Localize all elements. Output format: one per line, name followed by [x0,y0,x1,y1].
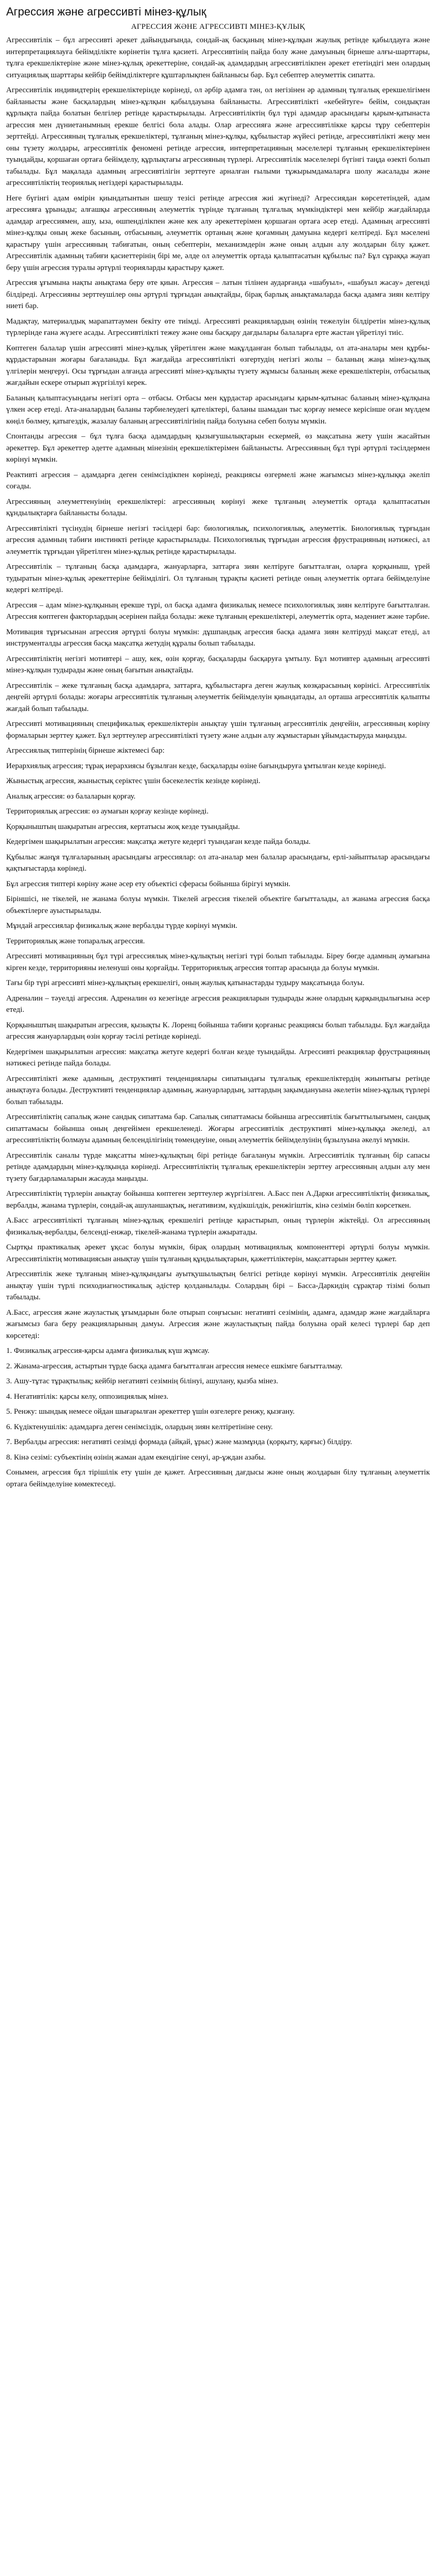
paragraph: Мұндай агрессиялар физикалық және вербалды түрде көрінуі мүмкін. [6,922,238,930]
paragraph: 3. Ашу-тұтас тұрақтылық; кейбір негативті сезімнің білінуі, ашулану, қызба мінез. [6,1377,278,1386]
paragraph: Агрессивтілік – тұлғаның басқа адамдарға, жануарларға, заттарға зиян келтіруге бағытталған, оларға қорқыныш, үрей тудыратын мінез-құлық әрекеттеріне бейімділігі. Ол тұлғаның тұрақты қасиеті ретінде оның әлеуметтік ортаға бейімделуіне кедергі келтіреді. [6,563,430,595]
paragraph: Агрессияның әлеуметтенуінің ерекшеліктері: агрессияның көрінуі жеке тұлғаның әлеуметтік ортада қалыптасатын құндылықтарға байланысты болады. [6,497,430,518]
paragraph: Аналық агрессия: өз балаларын қорғау. [6,792,136,801]
paragraph: Кедергімен шақырылатын агрессия: мақсатқа жетуге кедергі туындаған кезде пайда болады. [6,838,311,846]
paragraph: Мотивация тұрғысынан агрессия әртүрлі болуы мүмкін: дұшпандық агрессия басқа адамға зиян келтіруді мақсат етеді, ал инструменталды агрессия басқа мақсатқа жетудің құралы болып табылады. [6,628,430,648]
paragraph: Агрессия ұғымына нақты анықтама беру өте қиын. Агрессия – латын тілінен аударғанда «шабуыл», «шабуыл жасау» дегенді білдіреді. Агрессияны зерттеушілер оны әртүрлі тұрғыдан анықтайды, бірақ барлық анықтамаларда басқа адамға зиян келтіру ниеті бар. [6,279,430,311]
paragraph: Қорқыныштың шақыратын агрессия, кертатысы жоқ кезде туындайды. [6,822,240,831]
paragraph: 2. Жанама-агрессия, астыртын түрде басқа адамға бағытталған агрессия немесе ешкімге бағытталмау. [6,1362,343,1370]
paragraph: Сыртқы практикалық әрекет ұқсас болуы мүмкін, бірақ олардың мотивациялық компоненттері әртүрлі болуы мүмкін. Агрессивтіліктің мотивациясын анықтау үшін тұлғаның құндылықтарын, қажеттіліктерін, мақсаттарын зерттеу қажет. [6,1243,430,1263]
paragraph: Бұл агрессия типтері көріну және әсер ету объектісі сферасы бойынша бірігуі мүмкін. [6,879,291,888]
paragraph: Адреналин – тәуелді агрессия. Адреналин өз кезегінде агрессия реакцияларын тудырады және олардың қарқындылығына әсер етеді. [6,994,430,1014]
paragraph: Агрессиялық типтерінің бірнеше жіктемесі бар: [6,747,165,755]
paragraph: Біріншісі, не тікелей, не жанама болуы мүмкін. Тікелей агрессия тікелей объектіге бағытталады, ал жанама агрессия басқа объектілерге ауыстырылады. [6,895,430,915]
paragraph: Агрессивтілікті түсінудің бірнеше негізгі тәсілдері бар: биологиялық, психологиялық, әлеуметтік. Биологиялық тұрғыдан агрессия адамның табиғи инстинкті ретінде қарастырылады. Психологиялық тұрғыдан агрессия фрустрацияның нәтижесі, ал әлеуметтік тұрғыдан үйретілген мінез-құлық ретінде қарастырылады. [6,524,430,556]
paragraph: Агрессивтіліктің сапалық және сандық сипаттама бар. Сапалық сипаттамасы бойынша агрессивтілік бағыттылығымен, сандық сипаттамасы бойынша оның деңгейімен ерекшеленеді. Жоғары агрессивтілік деструктивті мінез-құлыққа әкеледі, ал агрессивтіліктің болмауы адамның белсенділігінің төмендеуіне, оның әлеуметтік бейімделуінің бұзылуына әкелуі мүмкін. [6,1113,430,1145]
paragraph: Неге бүгінгі адам өмірін қиындатынтын шешу тезісі ретінде агрессия жиі жүгінеді? Агрессиядан көрсететіндей, адам агрессияға ұрынады; алғашқы агрессияның әлеуметтік түрінде тұлғаның тұлғалық мүмкіндіктері мен кейбір жағдайларда адамдар агрессиямен, ашу, ыза, өшпенділікпен және кек алу әрекеттерімен қоршаған ортаға әсер етеді. Адамның агрессивті мінез-құлқы оның жеке басының, отбасының, әлеуметтік ортаның және қоғамның дамуына кедергі келтіреді. Бұл мәселені қарастыру үшін агрессияның табиғатын, оның себептерін, механизмдерін және оның алдын алу жолдарын білу қажет. Агрессивтілік адамның табиғи қасиеттерінің бірі ме, әлде ол әлеуметтік ортада қалыптасатын құбылыс па? Бұл сұраққа жауап беру үшін агрессия туралы әртүрлі теорияларды қарастыру қажет. [6,194,430,272]
paragraph: А.Басс, агрессия және жауластық ұғымдарын бөле отырып соңғысын: негативті сезімінің, адамға, адамдар және жағдайларға жағымсыз баға беру реакцияларының дамуы. Агрессия және жауластықтың пайда болуына орай келесі түрлері бар деп көрсетеді: [6,1308,430,1340]
document-body [6,35,430,1490]
paragraph: Қорқыныштың шақыратын агрессия, қызықты К. Лоренц бойынша табиғи қорғаныс реакциясы болып табылады. Бұл жағдайда агрессия жануарлардың өзін қорғау тәсілі ретінде көрінеді. [6,1021,430,1041]
paragraph: Агрессивтілік саналы түрде мақсатты мінез-құлықтың бірі ретінде бағалануы мүмкін. Агрессивтілік тұлғаның бір сапасы ретінде адамдардың мінез-құлқында көрінеді. Агрессивтіліктің тұлғалық ерекшеліктерін зерттеу агрессияның алдын алу мен түзету бағдарламаларын жасауда маңызды. [6,1151,430,1183]
paragraph: 7. Вербалды агрессия: негативті сезімді формада (айқай, ұрыс) және мазмұнда (қорқыту, қарғыс) білдіру. [6,1438,352,1447]
paragraph: Агрессивтілік – бұл агрессивті әрекет дайындығында, сондай-ақ басқаның мінез-құлқын жаулық ретінде қабылдауға және интерпретациялауға бейімділікте көрінетін тұлға қасиеті. Агрессивтінің пайда болу және дамуының бірнеше алғы-шарттары, тұлға ерекшеліктеріне және мінез-құлық әрекеттеріне, сондай-ақ адамдардың агрессивтілікпен әрекет ететіндігі мен олардың ситуациялық шарттары кейбір бейімділіктерге құштарлықпен байланысы бар. Бұл себептер әлеуметтік сипатта. [6,36,430,79]
paragraph: Территориялық және топаралық агрессия. [6,937,145,945]
paragraph: Көптеген балалар үшін агрессивті мінез-құлық үйретілген және мақұлданған болып табылады, ол ата-аналары мен құрбы-құрдастарынан жоғары бағаланады. Бұл жағдайда агрессивтілікті өзгертудің негізгі жолы – баланың жаңа мінез-құлық үлгілерін меңгеруі. Осы тұрғыдан алғанда агрессивті мінез-құлықты түзету жұмысы баланың жеке ерекшеліктерін, отбасылық жағдайын ескере отырып жүргізілуі керек. [6,344,430,387]
paragraph: Территориялық агрессия: өз аумағын қорғау кезінде көрінеді. [6,807,209,816]
paragraph: Реактивті агрессия – адамдарға деген сенімсіздікпен көрінеді, реакциясы өзгермелі және жағымсыз мінез-құлыққа әкеліп соғады. [6,470,430,491]
paragraph: Жыныстық агрессия, жыныстық серіктес үшін бәсекелестік кезінде көрінеді. [6,777,260,786]
paragraph: Агрессивтілік жеке тұлғаның мінез-құлқындағы ауытқушылықтың белгісі ретінде көрінуі мүмкін. Агрессивтілік деңгейін анықтау үшін түрлі психодиагностикалық әдістер қолданылады. Солардың бірі – Басса-Даркидің сұрақтар тізімі болып табылады. [6,1270,430,1302]
paragraph: Агрессивті мотивацияның бұл түрі агрессиялық мінез-құлықтың негізгі түрі болып табылады. Біреу бөгде адамның аумағына кірген кезде, территорияны иеленуші оны қорғайды. Территориялық агрессия топтар арасында да болуы мүмкін. [6,952,430,972]
paragraph: 6. Күдіктенушілік: адамдарға деген сенімсіздік, олардың зиян келтіретініне сену. [6,1422,273,1431]
paragraph: Агрессивті мотивацияның спецификалық ерекшеліктерін анықтау үшін тұлғаның агрессивтілік деңгейін, агрессияның көріну формаларын зерттеу қажет. Бұл зерттеулер агрессивтілікті түзету және алдын алу жұмыстарын ұйымдастыруда маңызды. [6,720,430,740]
paragraph: Иерархиялық агрессия; тұрақ иерархиясы бұзылған кезде, басқаларды өзіне бағындыруға ұмтылған кезде көрінеді. [6,761,386,770]
paragraph: 8. Кінә сезімі: субъектінің өзінің жаман адам екендігіне сенуі, ар-ұждан азабы. [6,1453,266,1462]
paragraph: 5. Ренжу: шындық немесе ойдан шығарылған әрекеттер үшін өзгелерге ренжу, қызғану. [6,1408,295,1416]
paragraph: 1. Физикалық агрессия-қарсы адамға физикалық күш жұмсау. [6,1347,210,1355]
paragraph: Агрессивтіліктің түрлерін анықтау бойынша көптеген зерттеулер жүргізілген. А.Басс пен А.Дарки агрессивтіліктің физикалық, вербалды, жанама түрлерін, сондай-ақ ашуланшақтық, негативизм, күдікшілдік, ренжігіштік, кінә сезімін бөліп көрсеткен. [6,1190,430,1210]
paragraph: Агрессивтілік – жеке тұлғаның басқа адамдарға, заттарға, құбылыстарға деген жаулық көзқарасының көрінісі. Агрессивтілік деңгейі әртүрлі болады: жоғары агрессивтілік тұлғаның әлеуметтік бейімделуін қиындатады, ал орташа агрессивтілік қалыпты жағдай болып табылады. [6,681,430,713]
paragraph: Агрессия – адам мінез-құлқының ерекше түрі, ол басқа адамға физикалық немесе психологиялық зиян келтіруге бағытталған. Агрессия көптеген факторлардың әсерінен пайда болады: жеке тұлғаның ерекшеліктері, әлеуметтік орта, мәдениет және тәрбие. [6,601,430,621]
paragraph: Құбылыс жанұя тұлғаларының арасындағы агрессиялар: ол ата-аналар мен балалар арасындағы, ерлі-зайыптылар арасындағы қақтығыстарда көрінеді. [6,853,430,873]
paragraph: Спонтанды агрессия – бұл тұлға басқа адамдардың қызығушылықтарын ескермей, өз мақсатына жету үшін жасайтын әрекеттер. Бұл әрекеттер әдетте адамның мінезінің ерекшеліктерімен байланысты. Агрессияның бұл түрі әртүрлі тәсілдермен көрінуі мүмкін. [6,432,430,464]
paragraph: Мадақтау, материалдық марапаттаумен бекіту өте тиімді. Агрессивті реакциялардың өзінің тежелуін білдіретін мінез-құлық түрлерінде ғана жүзеге асады. Агрессивтілікті тежеу және оны басқару дағдылары балаларға ерте жастан үйретілуі тиіс. [6,317,430,337]
paragraph: Агрессивтілікті жеке адамның, деструктивті тенденциялары сипатындағы тұлғалық ерекшеліктердің жиынтығы ретінде анықтауға болады. Деструктивті тенденциялар адамның, жануарлардың, заттардың зақымдануына әкелетін мінез-құлық түрлері болып табылады. [6,1074,430,1106]
document-subtitle: АГРЕССИЯ ЖӘНЕ АГРЕССИВТІ МІНЕЗ-ҚҰЛЫҚ [131,23,305,31]
paragraph: 4. Негативтілік: қарсы келу, оппозициялық мінез. [6,1392,169,1401]
paragraph: Агрессивтіліктің негізгі мотивтері – ашу, кек, өзін қорғау, басқаларды басқаруға ұмтылу. Бұл мотивтер адамның агрессивті мінез-құлқын тудырады және оның бағытын анықтайды. [6,654,430,675]
paragraph: Баланың қалыптасуындағы негізгі орта – отбасы. Отбасы мен құрдастар арасындағы қарым-қатынас баланың мінез-құлқына үлкен әсер етеді. Ата-аналардың баланы тәрбиелеудегі қателіктері, баланы шамадан тыс қорғау немесе керісінше оған мүлдем көңіл бөлмеу, қатыгездік, жазалау баланың агрессивтілігінің пайда болуына себеп болуы мүмкін. [6,394,430,426]
document-title: Агрессия және агрессивті мінез-құлық [6,5,206,18]
paragraph: Кедергімен шақырылатын агрессия: мақсатқа жетуге кедергі болған кезде туындайды. Агрессивті реакциялар фрустрацияның нәтижесі ретінде пайда болады. [6,1047,430,1068]
paragraph: Сонымен, агрессия бұл тірішілік ету үшін де қажет. Агрессияның дағдысы және оның жолдарын білу тұлғаның әлеуметтік ортаға бейімделуіне көмектеседі. [6,1468,430,1488]
paragraph: Тағы бір түрі агрессивті мінез-құлықтың ерекшелігі, оның жаулық қатынастарды тудыру мақсатында болуы. [6,979,364,988]
paragraph: А.Басс агрессивтілікті тұлғаның мінез-құлық ерекшелігі ретінде қарастырып, оның түрлерін жіктейді. Ол агрессияның физикалық-вербалды, белсенді-енжар, тікелей-жанама түрлерін ажыратады. [6,1216,430,1236]
paragraph: Агрессивтілік индивидтерің ерекшеліктерінде көрінеді, ол әрбір адамға тән, ол негізінен әр адамның тұлғалық ерекшелігімен байланысты және басқалардың мінез-құлқын қабылдауына байланысты. Агрессивтілікті «кебейтуге» бейім, сондықтан құрлықта пайда болатын белгілер ретінде қарастырылады. Агрессивтіліктің бұл түрі адамдар арасындағы қарым-қатынаста агрессия мен дүниетанымның ерекше белгісі бола алады. Олар агрессияға және агрессивтілікке қарсы тұру себептерін зерттейді. Агрессияның тұлғалық ерекшеліктері, тұлғаның мінез-құлқы, құбылыстар жүйесі ретінде, агрессивтілікті жеңу мен оны түзету жолдары, агрессивтілік феномені ретінде агрессия, интерпретацияның мәселелері тұлғаның ерекшеліктерінен туындайды, қоршаған ортаға бейімделу, құрлықтағы агрессияның түрлері. Агрессивтілік мәселелері бүгінгі таңда өзекті болып табылады. Бұл мақалада адамның агрессивтілігін зерттеуге арналған ғылыми тұжырымдамаларға шолу жасалады және агрессивтіліктің теориялық негіздері қарастырылады. [6,86,430,188]
